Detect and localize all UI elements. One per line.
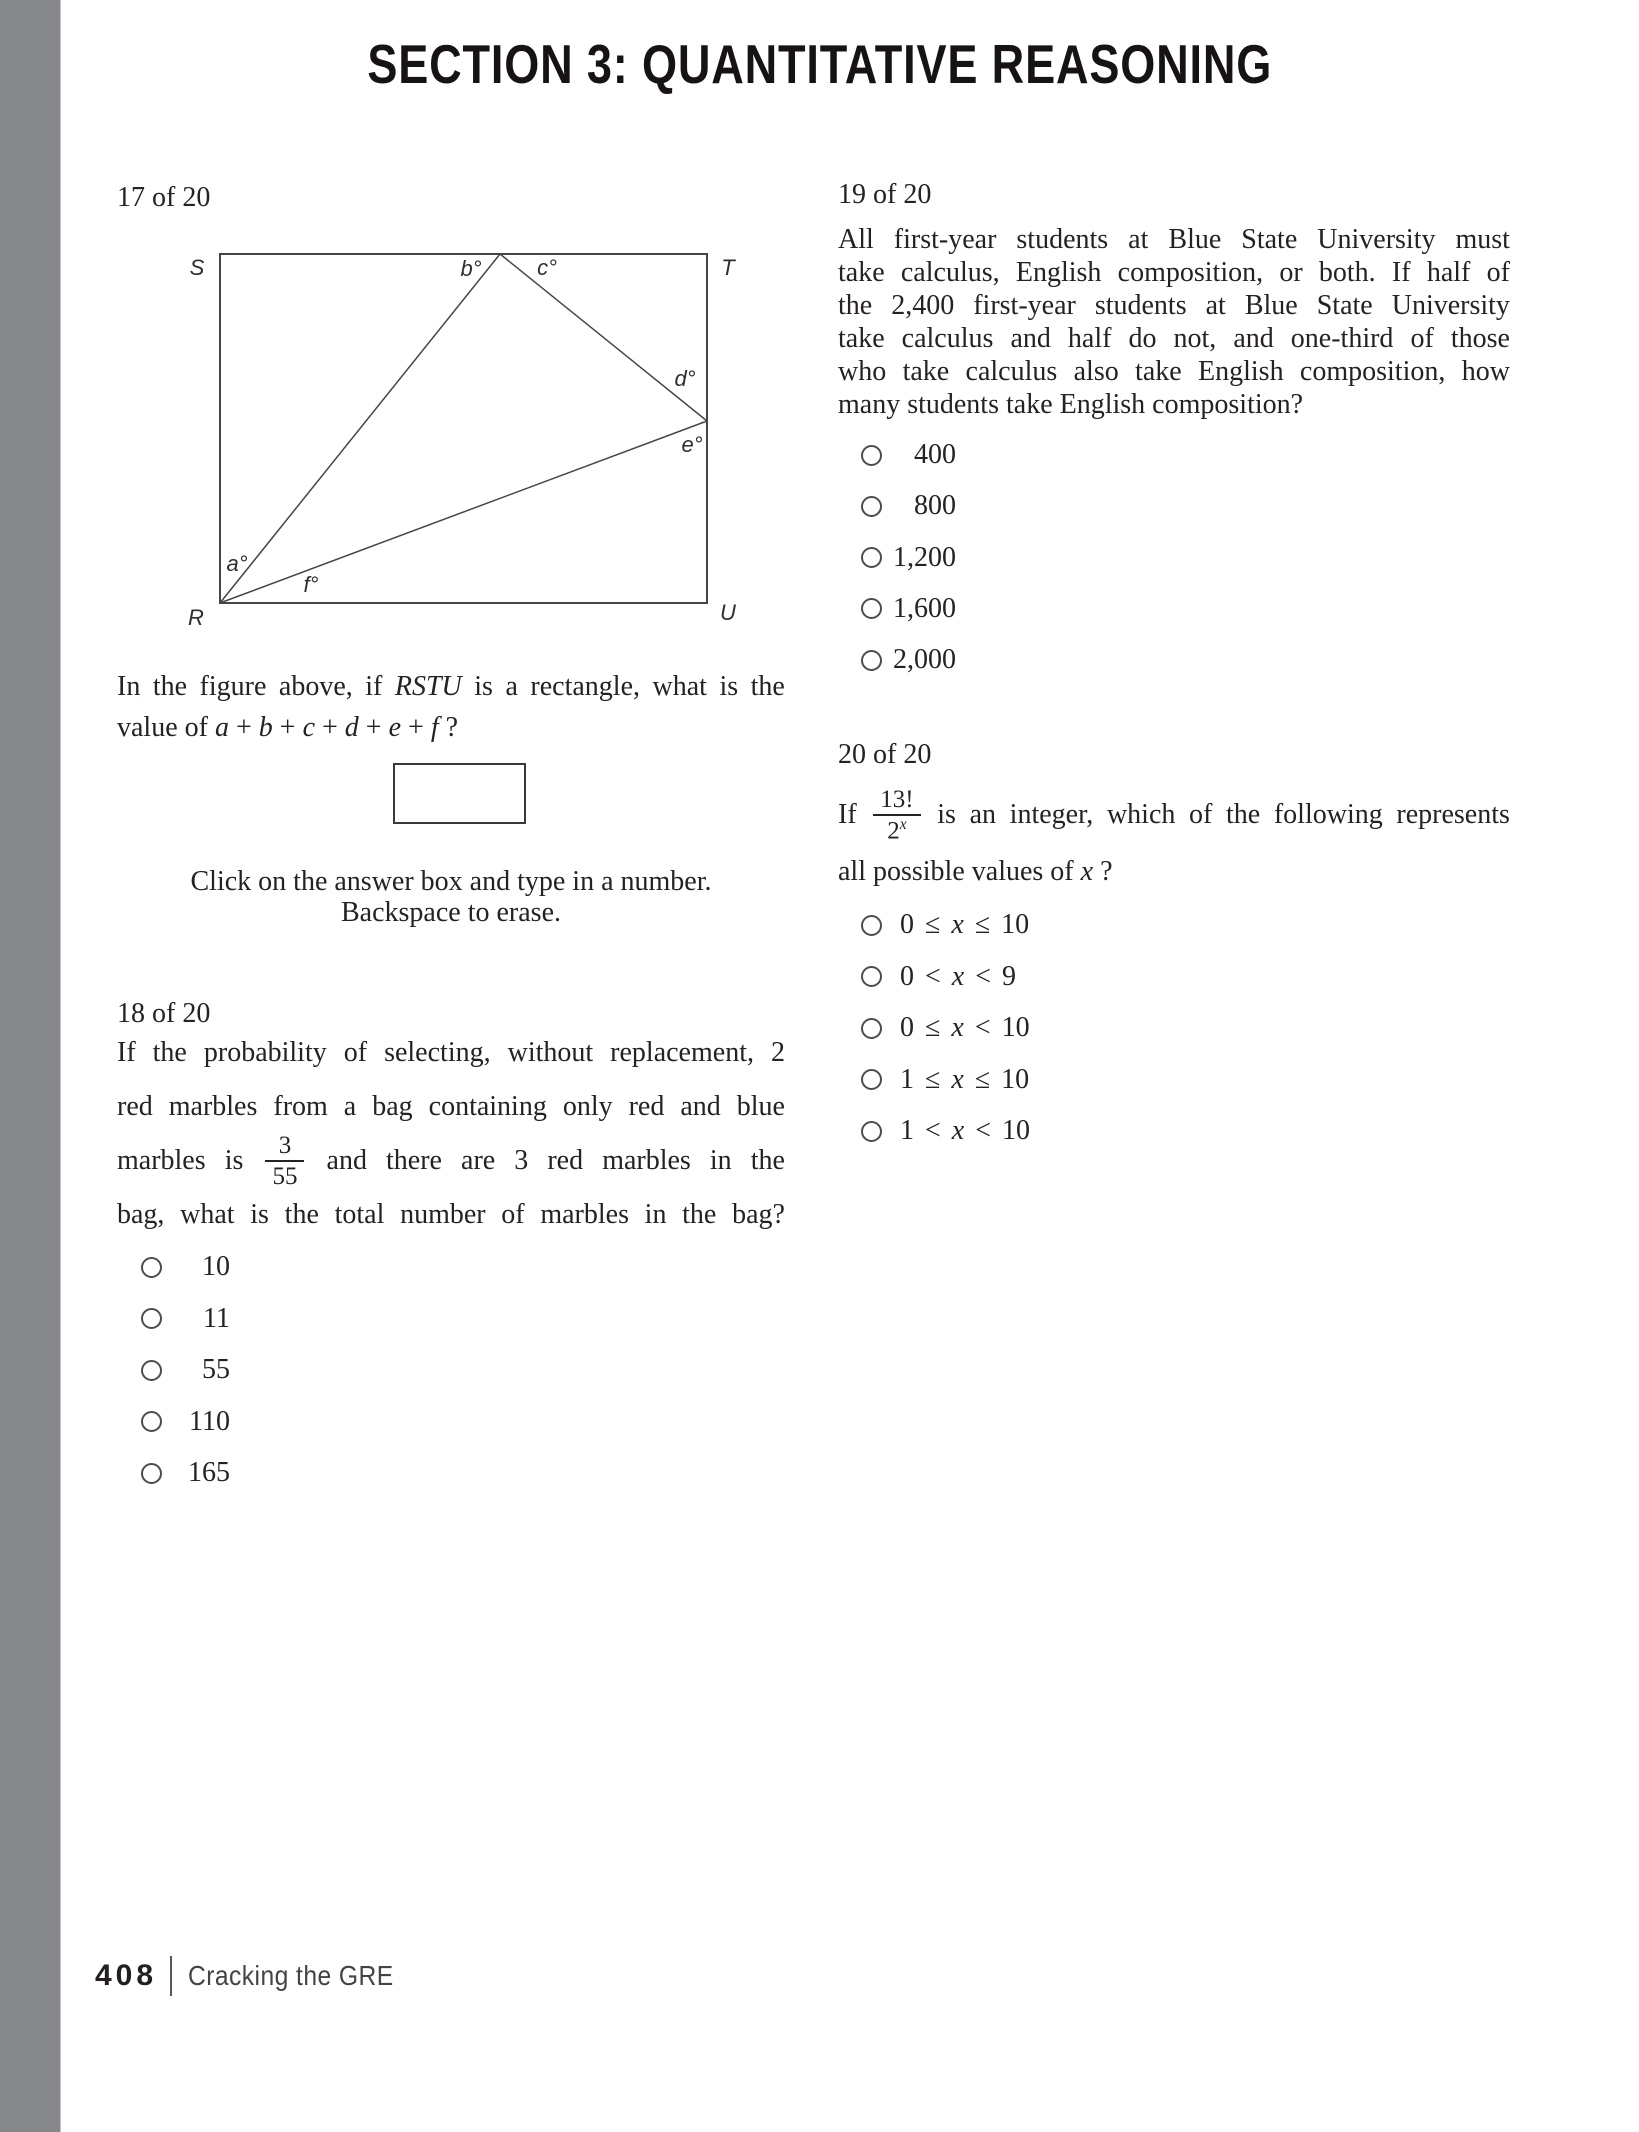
radio-button-icon[interactable]: [141, 1257, 162, 1278]
question-17-line-1: In the figure above, if RSTU is a rectangle, what is the: [117, 671, 785, 702]
radio-button-icon[interactable]: [861, 496, 882, 517]
radio-button-icon[interactable]: [861, 547, 882, 568]
section-title-text: SECTION 3: QUANTITATIVE REASONING: [367, 33, 1272, 95]
radio-button-icon[interactable]: [861, 966, 882, 987]
question-18-header: 18 of 20: [117, 998, 211, 1029]
page-footer: [95, 1954, 422, 1998]
q20-option-d[interactable]: [861, 1055, 1030, 1105]
option-label: 1,600: [893, 592, 956, 624]
question-18-line-4: bag, what is the total number of marbles in the bag?: [117, 1199, 785, 1230]
answer-box-instructions: [117, 866, 785, 928]
question-18-text: [117, 1026, 785, 1242]
q18-option-b[interactable]: [141, 1294, 230, 1344]
option-label: 2,000: [893, 644, 956, 676]
q18-option-c[interactable]: [141, 1345, 230, 1395]
q19-option-c[interactable]: [861, 533, 956, 583]
question-18-options: [141, 1242, 230, 1500]
q20-option-c[interactable]: [861, 1003, 1030, 1053]
radio-button-icon[interactable]: [861, 1018, 882, 1039]
geometry-figure: [150, 230, 750, 630]
angle-label-b: b°: [460, 256, 482, 281]
option-label: 0 ≤ x ≤ 10: [900, 909, 1030, 940]
q20-option-a[interactable]: [861, 900, 1030, 950]
radio-button-icon[interactable]: [141, 1360, 162, 1381]
question-19-options: [861, 430, 956, 686]
radio-button-icon[interactable]: [861, 1121, 882, 1142]
option-label: 10: [202, 1251, 230, 1282]
angle-label-e: e°: [681, 432, 703, 457]
angle-label-f: f°: [303, 572, 319, 597]
footer-divider: [170, 1956, 172, 1996]
option-label: 0 < x < 9: [900, 960, 1017, 992]
question-18-line-1: If the probability of selecting, without replacement, 2: [117, 1037, 785, 1068]
radio-button-icon[interactable]: [141, 1411, 162, 1432]
page-number: 408: [95, 1959, 158, 1992]
vertex-label-u: U: [720, 600, 736, 625]
question-20-text: [838, 785, 1510, 899]
question-17-line-2: value of a + b + c + d + e + f ?: [117, 712, 459, 743]
fraction: $\frac{13!}{2^x}$: [873, 786, 920, 844]
radio-button-icon[interactable]: [141, 1463, 162, 1484]
question-20-line-2: all possible values of x ?: [838, 856, 1113, 887]
question-20-header: 20 of 20: [838, 739, 932, 770]
option-label: 400: [914, 439, 956, 470]
option-label: 1 ≤ x ≤ 10: [900, 1063, 1030, 1095]
angle-label-d: d°: [674, 366, 696, 391]
instruction-line-1: Click on the answer box and type in a number.: [190, 866, 712, 897]
question-18-line-2: red marbles from a bag containing only red and blue: [117, 1091, 785, 1122]
vertex-label-s: S: [189, 255, 205, 280]
question-17-text: [117, 666, 785, 748]
option-label: 110: [189, 1405, 230, 1437]
angle-label-a: a°: [226, 551, 248, 576]
radio-button-icon[interactable]: [141, 1308, 162, 1329]
q18-option-d[interactable]: [141, 1397, 230, 1447]
q19-option-b[interactable]: [861, 481, 956, 531]
q18-option-e[interactable]: [141, 1448, 230, 1498]
q19-option-d[interactable]: [861, 584, 956, 634]
question-19-line-6: many students take English composition?: [838, 389, 1304, 420]
numeric-answer-input[interactable]: [393, 763, 526, 824]
radio-button-icon[interactable]: [861, 915, 882, 936]
q20-option-b[interactable]: [861, 952, 1030, 1002]
option-label: 11: [203, 1302, 230, 1334]
q19-option-a[interactable]: [861, 430, 956, 480]
radio-button-icon[interactable]: [861, 598, 882, 619]
question-19-line-5: who take calculus also take English composition, how: [838, 356, 1510, 387]
radio-button-icon[interactable]: [861, 650, 882, 671]
radio-button-icon[interactable]: [861, 1069, 882, 1090]
question-19-line-3: the 2,400 first-year students at Blue State University: [838, 290, 1510, 321]
question-20-options: [861, 900, 1030, 1158]
diagonal-top-to-right: [500, 254, 707, 421]
q20-option-e[interactable]: [861, 1106, 1030, 1156]
q18-option-a[interactable]: [141, 1242, 230, 1292]
book-title: Cracking the GRE: [188, 1960, 394, 1991]
option-label: 165: [188, 1457, 230, 1488]
question-19-line-2: take calculus, English composition, or both. If half of: [838, 257, 1510, 288]
angle-label-c: c°: [537, 255, 557, 280]
option-label: 0 ≤ x < 10: [900, 1012, 1030, 1043]
option-label: 800: [914, 490, 956, 522]
radio-button-icon[interactable]: [861, 445, 882, 466]
section-title: [0, 34, 1639, 109]
question-20-line-1: If $\frac{13!}{2^x}$ is an integer, which of the following represents: [838, 785, 1510, 845]
option-label: 1 < x < 10: [900, 1115, 1031, 1146]
question-17-header: 17 of 20: [117, 182, 211, 213]
vertex-label-r: R: [188, 605, 204, 630]
page-edge-bar: [0, 0, 61, 2132]
rectangle-rstu: [220, 254, 707, 603]
option-label: 1,200: [893, 541, 956, 573]
question-19-header: 19 of 20: [838, 179, 932, 210]
question-19-text: [838, 223, 1510, 421]
question-19-line-1: All first-year students at Blue State University must: [838, 224, 1510, 255]
instruction-line-2: Backspace to erase.: [341, 897, 561, 928]
question-19-line-4: take calculus and half do not, and one-third of those: [838, 323, 1510, 354]
question-18-line-3: marbles is $\frac{3}{55}$ and there are 3 red marbles in the: [117, 1132, 785, 1190]
vertex-label-t: T: [721, 255, 735, 280]
fraction: $\frac{3}{55}$: [265, 1132, 304, 1190]
option-label: 55: [202, 1354, 230, 1385]
q19-option-e[interactable]: [861, 635, 956, 685]
